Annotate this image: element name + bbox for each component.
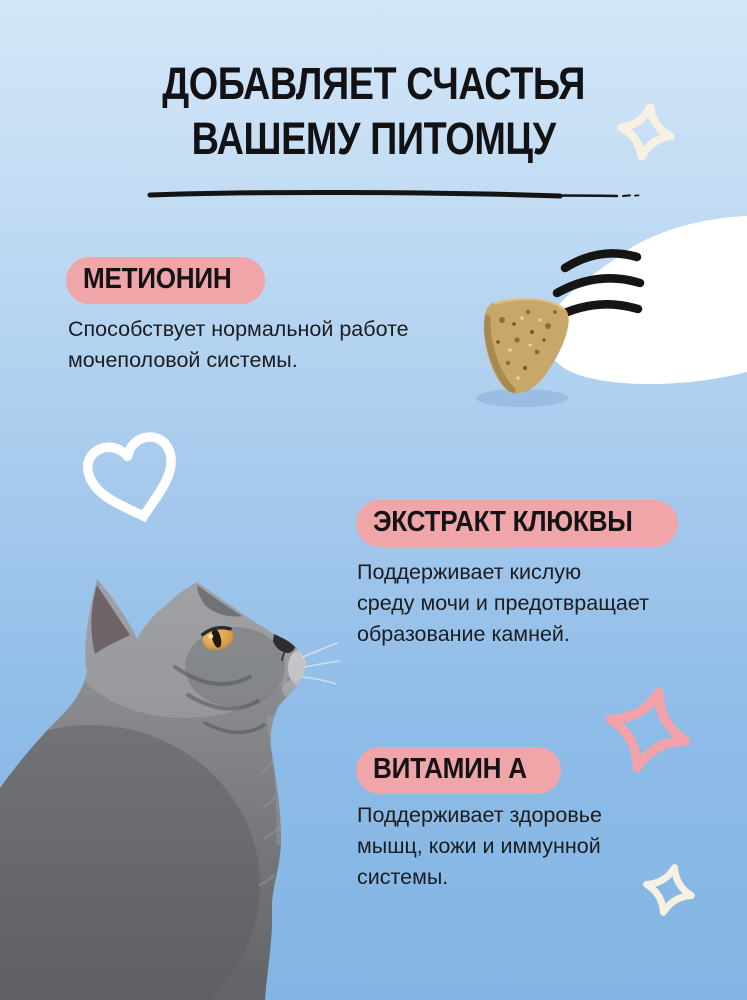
feature-badge-cranberry-extract: ЭКСТРАКТ КЛЮКВЫ — [356, 500, 678, 547]
sparkle-icon — [636, 857, 702, 923]
feature-description-vitamin-a: Поддерживает здоровье мышц, кожи и иммунной системы. — [357, 803, 602, 889]
paw-treat-graphic — [470, 200, 747, 425]
title-line-1: ДОБАВЛЯЕТ СЧАСТЬЯ — [162, 58, 585, 109]
feature-description-methionine: Способствует нормальной работе мочеполовой системы. — [68, 317, 409, 372]
heart-doodle-icon — [58, 412, 203, 537]
sparkle-pink-icon — [593, 676, 703, 784]
cat-photo — [0, 555, 345, 1000]
paw-icon — [546, 216, 747, 384]
feature-description-cranberry-extract: Поддерживает кислую среду мочи и предотвращает образование камней. — [357, 560, 649, 646]
title-line-2: ВАШЕМУ ПИТОМЦУ — [191, 113, 556, 164]
feature-badge-methionine: МЕТИОНИН — [66, 257, 265, 304]
feature-badge-vitamin-a: ВИТАМИН А — [356, 747, 561, 794]
sparkle-icon — [608, 96, 684, 168]
cat-whiskers — [303, 643, 340, 684]
